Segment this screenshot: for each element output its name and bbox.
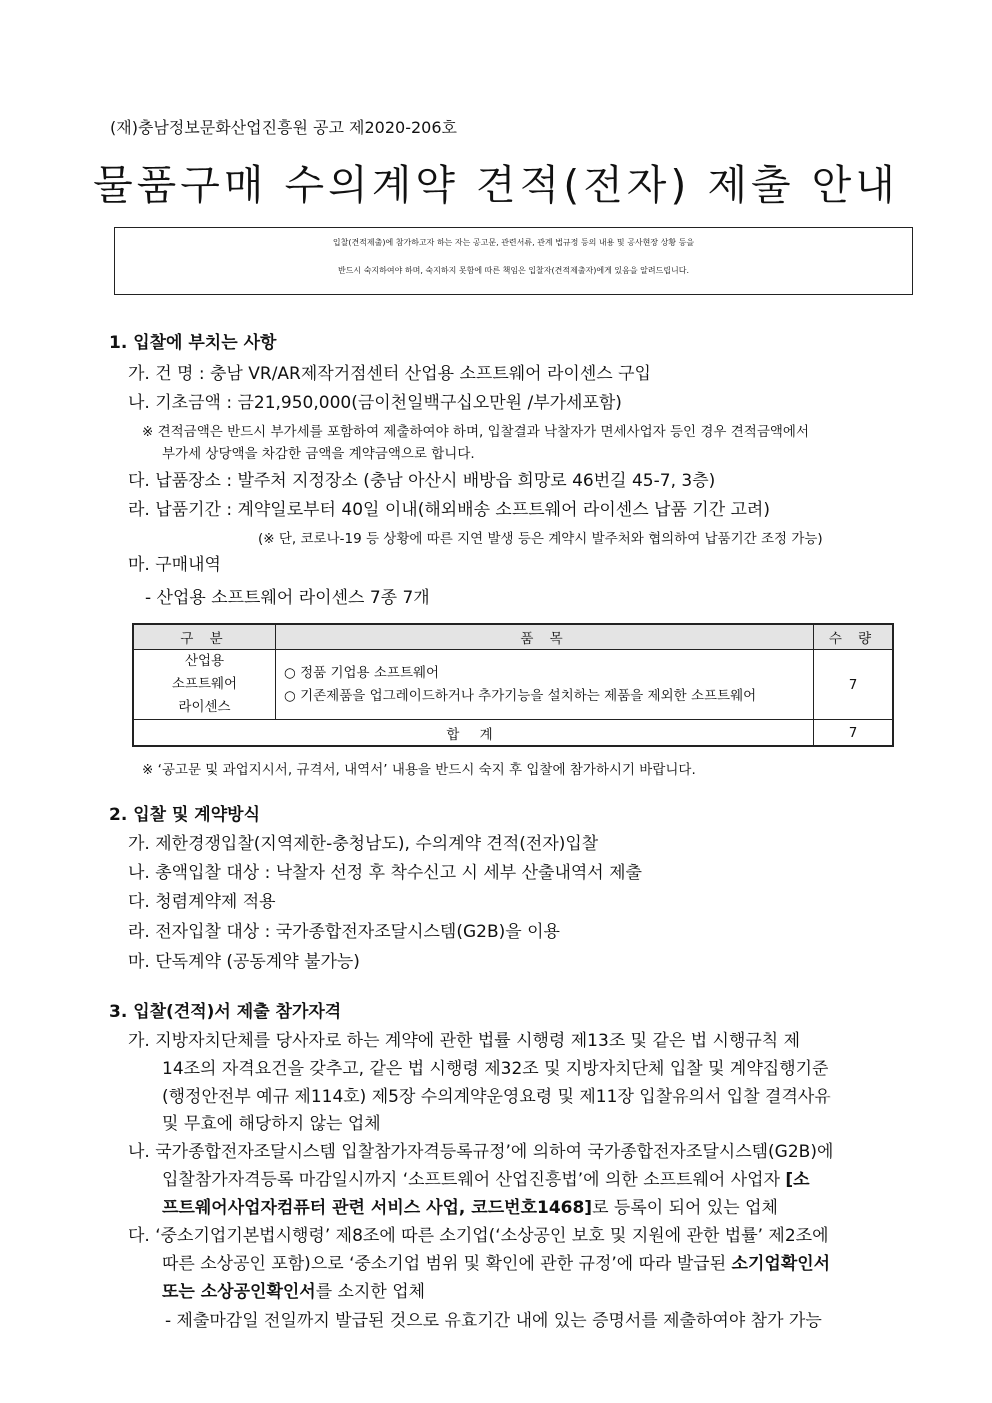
total-label: 합 계: [133, 720, 814, 747]
qualification-ga-line: 가. 지방자치단체를 당사자로 하는 계약에 관한 법률 시행령 제13조 및 같은 법 시행규칙 제: [128, 1031, 801, 1051]
qualification-da-text: 를 소지한 업체: [315, 1282, 426, 1302]
qualification-na-bold: 프트웨어사업자컴퓨터 관련 서비스 사업, 코드번호1468]: [162, 1198, 593, 1218]
qualification-na-text: 로 등록이 되어 있는 업체: [592, 1198, 778, 1218]
section-2-item: 마. 단독계약 (공동계약 불가능): [128, 952, 360, 972]
section-2-item: 가. 제한경쟁입찰(지역제한-충청남도), 수의계약 견적(전자)입찰: [128, 834, 599, 854]
section-1-heading: 1. 입찰에 부치는 사항: [109, 333, 277, 353]
section-2-heading: 2. 입찰 및 계약방식: [109, 805, 260, 825]
item-line: ○ 기존제품을 업그레이드하거나 추가기능을 설치하는 제품을 제외한 소프트웨어: [284, 687, 757, 704]
qualification-na-line: 나. 국가종합전자조달시스템 입찰참가자격등록규정’에 의하여 국가종합전자조달시스템(G2B)에: [128, 1142, 834, 1162]
category-cell: [133, 650, 276, 720]
qualification-da-text: 따른 소상공인 포함)으로 ‘중소기업 범위 및 확인에 관한 규정’에 따라 발급된: [162, 1254, 732, 1274]
qualification-ga-line: 및 무효에 해당하지 않는 업체: [162, 1114, 381, 1134]
qualification-da-bold: 소기업확인서: [731, 1254, 831, 1274]
notice-number: (재)충남정보문화산업진흥원 공고 제2020-206호: [110, 118, 457, 137]
intro-line-2: 반드시 숙지하여야 하며, 숙지하지 못함에 따른 책임은 입찰자(견적제출자)에게 있음을 알려드립니다.: [337, 266, 690, 275]
section-3-heading: 3. 입찰(견적)서 제출 참가자격: [109, 1002, 342, 1022]
header-category: 구 분: [133, 624, 276, 650]
total-quantity: 7: [814, 720, 894, 747]
page-title: 물품구매 수의계약 견적(전자) 제출 안내: [93, 161, 899, 209]
qualification-na-line: [162, 1170, 810, 1190]
table-total-row: [133, 720, 893, 747]
category-line: 산업용: [184, 653, 225, 669]
header-item: 품 목: [276, 624, 814, 650]
quantity-cell: 7: [814, 650, 894, 720]
category-line: 라이센스: [178, 699, 231, 715]
vat-note-line-1: ※ 견적금액은 반드시 부가세를 포함하여 제출하여야 하며, 입찰결과 낙찰자가 면세사업자 등인 경우 견적금액에서: [142, 424, 809, 440]
table-header-row: [133, 624, 893, 650]
intro-line-1: 입찰(견적제출)에 참가하고자 하는 자는 공고문, 관련서류, 관계 법규정 등의 내용 및 공사현장 상황 등을: [332, 238, 695, 247]
qualification-ga-line: (행정안전부 예규 제114호) 제5장 수의계약운영요령 및 제11장 입찰유의서 입찰 결격사유: [162, 1087, 831, 1107]
qualification-ga-line: 14조의 자격요건을 갖추고, 같은 법 시행령 제32조 및 지방자치단체 입찰 및 계약집행기준: [162, 1059, 829, 1079]
section-2-item: 다. 청렴계약제 적용: [128, 892, 276, 912]
item-purchase-details: 마. 구매내역: [128, 555, 221, 575]
item-base-amount: 나. 기초금액 : 금21,950,000(금이천일백구십오만원 /부가세포함): [128, 393, 622, 413]
qualification-da-sub: - 제출마감일 전일까지 발급된 것으로 유효기간 내에 있는 증명서를 제출하여야 참가 가능: [165, 1311, 822, 1331]
table-row: [133, 650, 893, 720]
item-cell: [276, 650, 814, 720]
qualification-na-text: 입찰참가자격등록 마감일시까지 ‘소프트웨어 산업진흥법’에 의한 소프트웨어 사업자: [162, 1170, 786, 1190]
item-name: 가. 건 명 : 충남 VR/AR제작거점센터 산업용 소프트웨어 라이센스 구입: [128, 364, 651, 384]
vat-note-line-2: 부가세 상당액을 차감한 금액을 계약금액으로 합니다.: [162, 446, 475, 462]
qualification-da-bold: 또는 소상공인확인서: [162, 1282, 316, 1302]
item-line: ○ 정품 기업용 소프트웨어: [284, 664, 440, 681]
purchase-summary: - 산업용 소프트웨어 라이센스 7종 7개: [145, 588, 430, 608]
qualification-da-line: [162, 1282, 425, 1302]
intro-notice-box: [114, 227, 913, 295]
qualification-da-line: 다. ‘중소기업기본법시행령’ 제8조에 따른 소기업(‘소상공인 보호 및 지원에 관한 법률’ 제2조에: [128, 1226, 829, 1246]
item-delivery-place: 다. 납품장소 : 발주처 지정장소 (충남 아산시 배방읍 희망로 46번길 45-7, 3층): [128, 471, 716, 491]
qualification-na-line: [162, 1198, 778, 1218]
section-2-item: 나. 총액입찰 대상 : 낙찰자 선정 후 착수신고 시 세부 산출내역서 제출: [128, 863, 642, 883]
qualification-na-bold: [소: [785, 1170, 810, 1190]
header-quantity: 수 량: [814, 624, 894, 650]
category-line: 소프트웨어: [171, 676, 238, 692]
qualification-da-line: [162, 1254, 830, 1274]
participation-note: ※ ‘공고문 및 과업지시서, 규격서, 내역서’ 내용을 반드시 숙지 후 입찰에 참가하시기 바랍니다.: [142, 762, 696, 778]
delivery-period-note: (※ 단, 코로나-19 등 상황에 따른 지연 발생 등은 계약시 발주처와 협의하여 납품기간 조정 가능): [258, 531, 823, 547]
section-2-item: 라. 전자입찰 대상 : 국가종합전자조달시스템(G2B)을 이용: [128, 922, 560, 942]
purchase-table: [132, 623, 894, 747]
item-delivery-period: 라. 납품기간 : 계약일로부터 40일 이내(해외배송 소프트웨어 라이센스 납품 기간 고려): [128, 500, 770, 520]
